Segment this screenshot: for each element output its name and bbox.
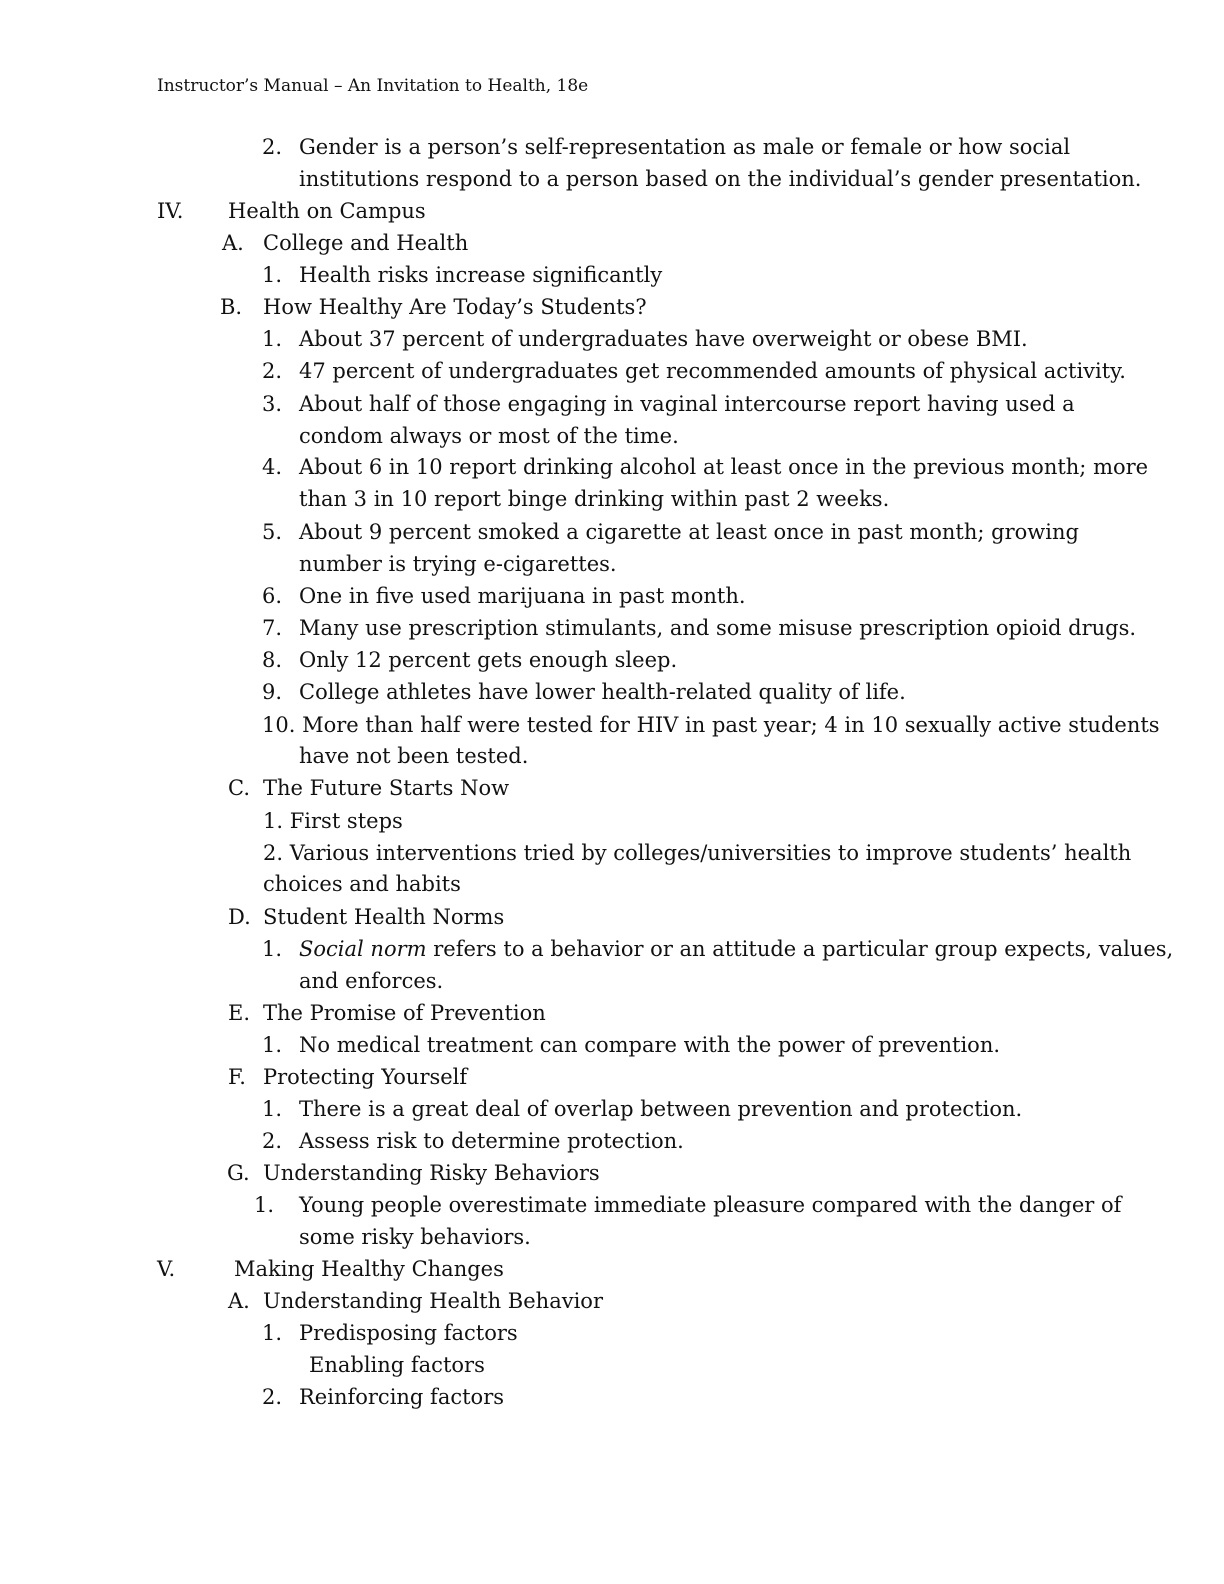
subsection-heading: College and Health	[263, 231, 469, 255]
list-item-text: Many use prescription stimulants, and some misuse prescription opioid drugs.	[299, 616, 1137, 640]
subsection-letter: C.	[228, 776, 250, 800]
list-item-text: 47 percent of undergraduates get recommended amounts of physical activity.	[299, 359, 1126, 383]
list-number: 1.	[262, 263, 283, 287]
list-item-text: choices and habits	[263, 872, 461, 896]
list-item-text: Enabling factors	[309, 1353, 485, 1377]
list-item-text: Gender is a person’s self-representation as male or female or how social	[299, 135, 1071, 159]
list-number: 10.	[262, 713, 296, 737]
subsection-heading: Understanding Health Behavior	[263, 1289, 603, 1313]
list-item-text: Health risks increase significantly	[299, 263, 663, 287]
list-number: 7.	[262, 616, 283, 640]
list-number: 6.	[262, 584, 283, 608]
list-item-text: Only 12 percent gets enough sleep.	[299, 648, 678, 672]
list-number: 9.	[262, 680, 283, 704]
subsection-heading: The Future Starts Now	[263, 776, 510, 800]
list-number: 2.	[262, 1385, 283, 1409]
list-item-text: No medical treatment can compare with the power of prevention.	[299, 1033, 1001, 1057]
list-item-text: and enforces.	[299, 969, 444, 993]
subsection-heading: Protecting Yourself	[263, 1065, 468, 1089]
list-item-text: One in five used marijuana in past month.	[299, 584, 746, 608]
list-number: 3.	[262, 392, 283, 416]
definition-text: refers to a behavior or an attitude a particular group expects, values,	[426, 937, 1174, 961]
list-item-text: Assess risk to determine protection.	[299, 1129, 684, 1153]
list-item-text: About 6 in 10 report drinking alcohol at least once in the previous month; more	[299, 455, 1149, 479]
list-number: 2.	[262, 135, 283, 159]
list-item-text: 2. Various interventions tried by colleges/universities to improve students’ health	[263, 841, 1132, 865]
list-item-line: More than half were tested for HIV in past year; 4 in 10 sexually active students	[302, 713, 1160, 737]
subsection-letter: A.	[222, 231, 244, 255]
section-heading: Health on Campus	[228, 199, 426, 223]
list-number: 4.	[262, 455, 283, 479]
list-item-text: About half of those engaging in vaginal intercourse report having used a	[299, 392, 1075, 416]
list-number: 1.	[262, 937, 283, 961]
list-item-text: College athletes have lower health-related quality of life.	[299, 680, 906, 704]
list-item-text: institutions respond to a person based on the individual’s gender presentation.	[299, 167, 1142, 191]
list-item-text: condom always or most of the time.	[299, 424, 679, 448]
subsection-heading: Student Health Norms	[263, 905, 505, 929]
list-item-text: number is trying e-cigarettes.	[299, 552, 617, 576]
subsection-heading: How Healthy Are Today’s Students?	[263, 295, 647, 319]
list-item-text: About 9 percent smoked a cigarette at least once in past month; growing	[299, 520, 1079, 544]
section-numeral: V.	[157, 1257, 176, 1281]
list-number: 1.	[262, 1097, 283, 1121]
list-number: 5.	[262, 520, 283, 544]
list-item-text	[299, 933, 1173, 965]
list-number: 2.	[262, 359, 283, 383]
section-numeral: IV.	[157, 199, 184, 223]
section-heading: Making Healthy Changes	[234, 1257, 504, 1281]
list-number: 1.	[254, 1193, 275, 1217]
list-number: 1.	[262, 327, 283, 351]
running-header: Instructor’s Manual – An Invitation to Health, 18e	[157, 76, 589, 96]
list-item-text: have not been tested.	[299, 744, 529, 768]
subsection-letter: B.	[220, 295, 243, 319]
subsection-letter: D.	[228, 905, 251, 929]
list-item-text	[262, 709, 1160, 741]
list-item-text: There is a great deal of overlap between prevention and protection.	[299, 1097, 1023, 1121]
subsection-heading: Understanding Risky Behaviors	[263, 1161, 600, 1185]
list-item-text: Young people overestimate immediate pleasure compared with the danger of	[299, 1193, 1122, 1217]
list-item-text: About 37 percent of undergraduates have overweight or obese BMI.	[299, 327, 1028, 351]
defined-term: Social norm	[299, 937, 427, 961]
list-item-text: Predisposing factors	[299, 1321, 518, 1345]
subsection-heading: The Promise of Prevention	[263, 1001, 546, 1025]
list-number: 8.	[262, 648, 283, 672]
subsection-letter: F.	[228, 1065, 246, 1089]
list-item-text: some risky behaviors.	[299, 1225, 531, 1249]
list-item-text: than 3 in 10 report binge drinking within past 2 weeks.	[299, 487, 890, 511]
list-item-text: Reinforcing factors	[299, 1385, 505, 1409]
list-item-text: 1. First steps	[263, 809, 403, 833]
list-number: 1.	[262, 1033, 283, 1057]
subsection-letter: A.	[228, 1289, 250, 1313]
list-number: 1.	[262, 1321, 283, 1345]
subsection-letter: G.	[227, 1161, 250, 1185]
subsection-letter: E.	[228, 1001, 251, 1025]
list-number: 2.	[262, 1129, 283, 1153]
